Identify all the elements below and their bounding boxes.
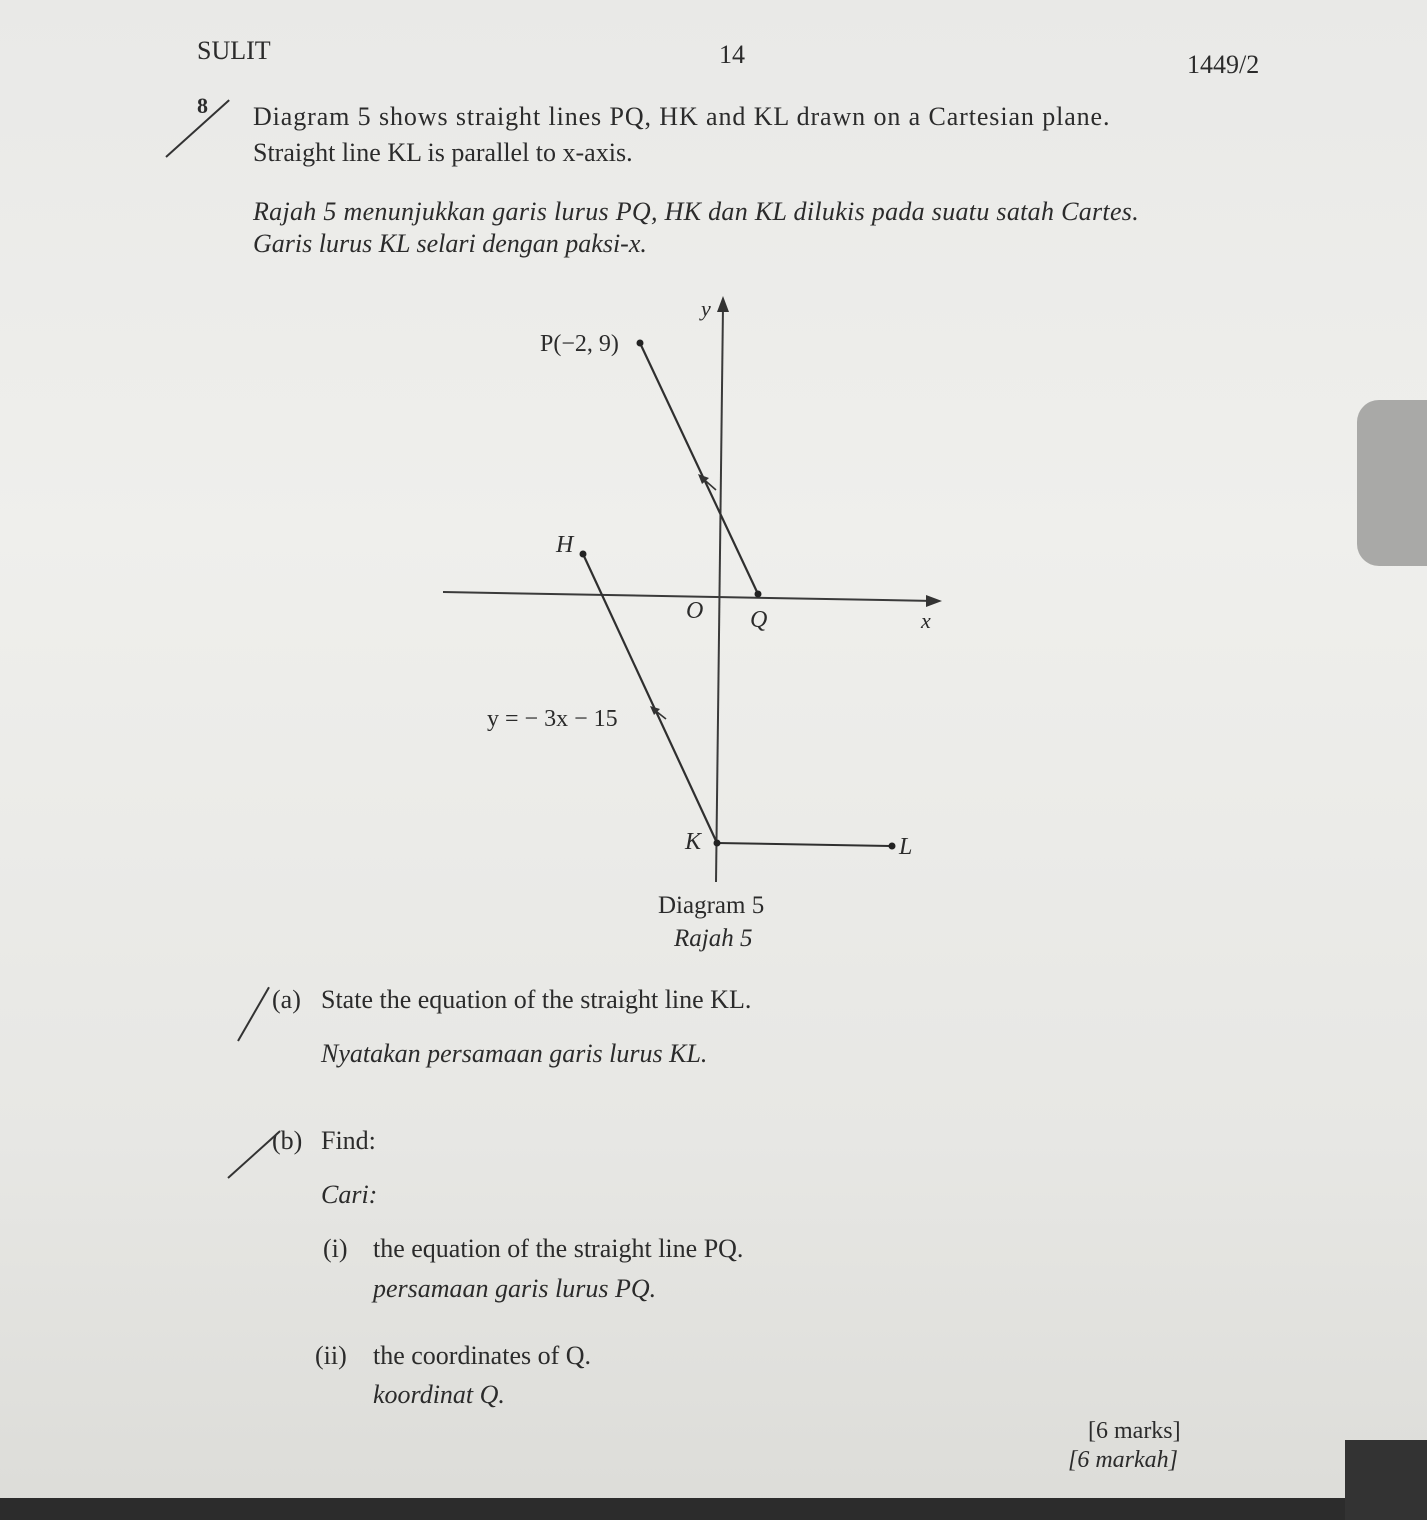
label-o: O	[686, 598, 704, 624]
part-b-text-en: Find:	[321, 1126, 376, 1155]
intro-ms-line1: Rajah 5 menunjukkan garis lurus PQ, HK dan KL dilukis pada suatu satah Cartes.	[253, 197, 1140, 226]
paper-code: 1449/2	[1187, 50, 1260, 79]
point-q	[755, 591, 762, 598]
point-p	[637, 340, 644, 347]
intro-ms-line2: Garis lurus KL selari dengan paksi-x.	[253, 229, 647, 258]
label-h: H	[556, 532, 574, 558]
intro-en-line2: Straight line KL is parallel to x-axis.	[253, 138, 633, 167]
label-q: Q	[750, 607, 768, 633]
part-b-ii-text-ms: koordinat Q.	[373, 1380, 505, 1409]
part-b-ii-text-en: the coordinates of Q.	[373, 1341, 592, 1370]
y-axis-arrow	[717, 296, 729, 312]
part-a-label: (a)	[272, 985, 301, 1014]
header-sulit: SULIT	[197, 36, 271, 65]
point-h	[580, 551, 587, 558]
caption-en: Diagram 5	[658, 892, 765, 919]
caption-ms: Rajah 5	[674, 925, 753, 952]
question-number: 8	[197, 93, 208, 118]
point-k	[714, 840, 721, 847]
part-a-text-ms: Nyatakan persamaan garis lurus KL.	[321, 1039, 708, 1068]
label-equation-hk: y = − 3x − 15	[487, 706, 618, 732]
part-b-label: (b)	[272, 1126, 303, 1155]
screen-corner-edge	[1345, 1440, 1427, 1520]
part-a-text-en: State the equation of the straight line KL.	[321, 985, 752, 1014]
point-l	[889, 843, 896, 850]
part-b-i-text-ms: persamaan garis lurus PQ.	[373, 1274, 657, 1303]
marks-en: [6 marks]	[1088, 1418, 1181, 1444]
part-b-text-ms: Cari:	[321, 1180, 378, 1209]
screen-bottom-edge	[0, 1498, 1427, 1520]
line-kl	[717, 843, 892, 846]
marks-ms: [6 markah]	[1068, 1447, 1179, 1473]
part-b-i-text-en: the equation of the straight line PQ.	[373, 1234, 744, 1263]
part-b-ii-label: (ii)	[315, 1341, 347, 1370]
y-axis	[716, 306, 723, 882]
line-pq	[640, 343, 758, 594]
label-y: y	[701, 296, 711, 321]
label-k: K	[685, 829, 702, 855]
intro-en-line1: Diagram 5 shows straight lines PQ, HK and KL drawn on a Cartesian plane.	[253, 102, 1111, 131]
x-axis-arrow	[926, 595, 942, 607]
label-x: x	[921, 608, 931, 633]
page-number: 14	[719, 40, 745, 69]
label-p: P(−2, 9)	[540, 331, 619, 357]
part-b-i-label: (i)	[323, 1234, 348, 1263]
label-l: L	[899, 834, 913, 860]
